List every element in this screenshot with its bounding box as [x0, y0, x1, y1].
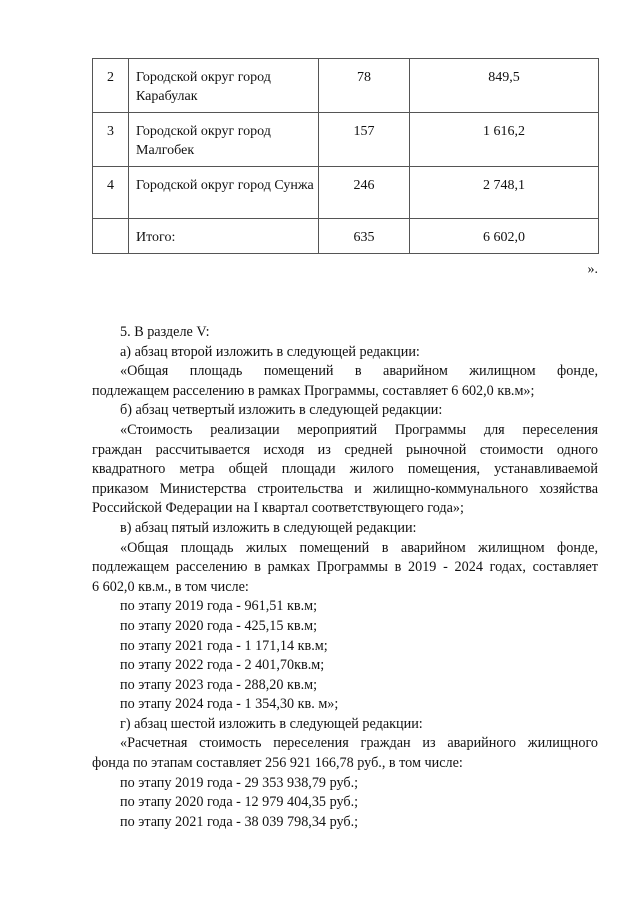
paragraph-line: приказом Министерства строительства и жилищно-коммунального хозяйства	[92, 480, 598, 497]
list-item: по этапу 2022 года - 2 401,70кв.м;	[120, 657, 325, 674]
paragraph-line: фонда по этапам составляет 256 921 166,78 руб., в том числе:	[92, 755, 463, 772]
paragraph-line: «Общая площадь жилых помещений в аварийном жилищном фонде,	[120, 539, 598, 556]
row-number: 3	[93, 113, 129, 167]
paragraph-line: «Общая площадь помещений в аварийном жилищном фонде,	[120, 363, 598, 380]
list-item: по этапу 2024 года - 1 354,30 кв. м»;	[120, 696, 339, 713]
amendment-text	[92, 323, 598, 832]
table-row	[93, 59, 599, 113]
paragraph-line: «Стоимость реализации мероприятий Программы для переселения	[120, 421, 598, 438]
paragraph: б) абзац четвертый изложить в следующей редакции:	[120, 402, 443, 419]
district-name: Городской округ город Сунжа	[129, 167, 319, 219]
paragraph: в) абзац пятый изложить в следующей редакции:	[120, 519, 417, 536]
area-cell: 849,5	[410, 59, 599, 113]
count-cell: 78	[319, 59, 410, 113]
section-heading: 5. В разделе V:	[120, 324, 210, 340]
list-item: по этапу 2021 года - 38 039 798,34 руб.;	[120, 813, 359, 830]
paragraph-line: подлежащем расселению в рамках Программы, составляет 6 602,0 кв.м»;	[92, 382, 535, 399]
list-item: по этапу 2019 года - 29 353 938,79 руб.;	[120, 774, 359, 791]
table-row	[93, 113, 599, 167]
list-item: по этапу 2020 года - 425,15 кв.м;	[120, 617, 318, 634]
total-area: 6 602,0	[410, 219, 599, 254]
district-name: Городской округ город Малгобек	[129, 113, 319, 167]
list-item: по этапу 2021 года - 1 171,14 кв.м;	[120, 637, 328, 654]
list-item: по этапу 2020 года - 12 979 404,35 руб.;	[120, 794, 359, 811]
housing-table	[92, 58, 599, 254]
table-row	[93, 167, 599, 219]
paragraph-line: «Расчетная стоимость переселения граждан из аварийного жилищного	[120, 735, 598, 752]
paragraph: а) абзац второй изложить в следующей редакции:	[120, 343, 420, 360]
row-number	[93, 219, 129, 254]
list-item: по этапу 2023 года - 288,20 кв.м;	[120, 676, 318, 693]
table-total-row	[93, 219, 599, 254]
paragraph-line: подлежащем расселению в рамках Программы в 2019 - 2024 годах, составляет	[92, 559, 598, 576]
row-number: 2	[93, 59, 129, 113]
count-cell: 246	[319, 167, 410, 219]
area-cell: 2 748,1	[410, 167, 599, 219]
list-item: по этапу 2019 года - 961,51 кв.м;	[120, 598, 318, 615]
district-name: Городской округ город Карабулак	[129, 59, 319, 113]
paragraph: г) абзац шестой изложить в следующей редакции:	[120, 715, 423, 732]
closing-quote: ».	[587, 262, 598, 277]
paragraph-line: Российской Федерации на I квартал соответствующего года»;	[92, 500, 464, 517]
paragraph-line: 6 602,0 кв.м., в том числе:	[92, 578, 249, 595]
total-count: 635	[319, 219, 410, 254]
area-cell: 1 616,2	[410, 113, 599, 167]
paragraph-line: граждан рассчитывается исходя из средней рыночной стоимости одного	[92, 441, 598, 458]
paragraph-line: квадратного метра общей площади жилого помещения, устанавливаемой	[92, 461, 598, 478]
count-cell: 157	[319, 113, 410, 167]
row-number: 4	[93, 167, 129, 219]
total-label: Итого:	[129, 219, 319, 254]
